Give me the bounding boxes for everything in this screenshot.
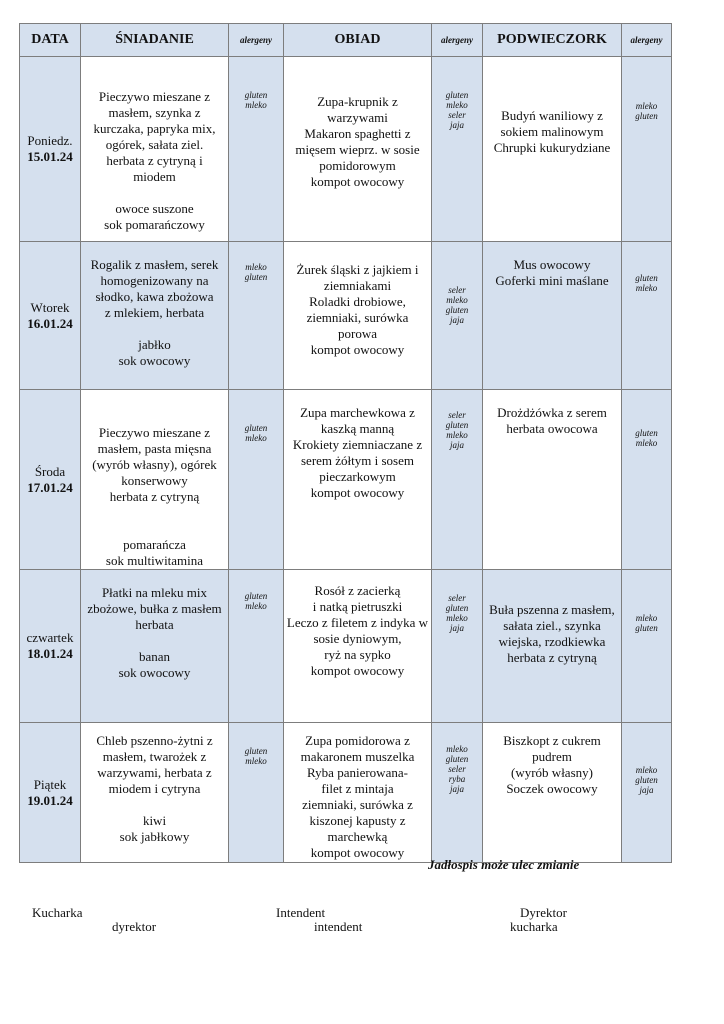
lunch-line: kompot owocowy <box>310 845 405 860</box>
lunch-line: ziemniaki, surówka z <box>302 797 413 812</box>
breakfast-line: konserwowy <box>121 473 188 488</box>
breakfast-line: ogórek, sałata ziel. <box>105 137 204 152</box>
snack-allergens-cell <box>622 242 672 390</box>
signature-kucharka-name: kucharka <box>510 919 558 934</box>
breakfast-allergens-line: mleko <box>245 262 267 272</box>
header-alergeny-snack: alergeny <box>622 24 672 57</box>
breakfast-allergens-line: mleko <box>245 100 267 110</box>
snack-line: pudrem <box>532 749 572 764</box>
lunch-line: warzywami <box>327 110 388 125</box>
lunch-allergens-line: mleko <box>446 613 468 623</box>
lunch-line: kompot owocowy <box>310 174 405 189</box>
snack-allergens-cell <box>622 390 672 570</box>
breakfast-line: jabłko <box>138 337 171 352</box>
lunch-allergens-line: seler <box>448 593 466 603</box>
breakfast-line <box>81 521 228 537</box>
snack-line: Budyń waniliowy z <box>501 108 603 123</box>
snack-line: Goferki mini maślane <box>495 273 609 288</box>
breakfast-line: zbożowe, bułka z masłem <box>87 601 222 616</box>
lunch-allergens-line: jaja <box>449 440 464 450</box>
lunch-line: Roladki drobiowe, <box>309 294 406 309</box>
breakfast-allergens-line: mleko <box>245 433 267 443</box>
snack-cell <box>483 57 622 242</box>
breakfast-line <box>81 321 228 337</box>
lunch-line: marchewką <box>327 829 388 844</box>
day-date: 16.01.24 <box>27 315 73 331</box>
lunch-line: Zupa marchewkowa z <box>300 405 415 420</box>
breakfast-line: warzywami, herbata z <box>97 765 212 780</box>
snack-line: (wyrób własny) <box>511 765 593 780</box>
lunch-allergens-cell <box>432 390 483 570</box>
snack-line: herbata z cytryną <box>507 650 597 665</box>
breakfast-cell <box>81 570 229 723</box>
snack-line: Soczek owocowy <box>506 781 598 796</box>
day-row <box>20 570 672 723</box>
lunch-allergens-line: seler <box>448 764 466 774</box>
header-obiad: OBIAD <box>284 24 432 57</box>
snack-allergens-line: mleko <box>635 613 658 623</box>
header-row <box>20 24 672 57</box>
breakfast-line: masłem, pasta mięsna <box>97 441 212 456</box>
breakfast-allergens-line: gluten <box>244 272 268 282</box>
lunch-line: i natką pietruszki <box>312 599 403 614</box>
breakfast-line: herbata z cytryną i <box>106 153 203 168</box>
breakfast-allergens-cell <box>229 57 284 242</box>
header-data: DATA <box>20 24 81 57</box>
menu-table <box>19 23 672 863</box>
snack-allergens-line: mleko <box>635 283 658 293</box>
lunch-line: filet z mintaja <box>321 781 394 796</box>
breakfast-allergens-line: gluten <box>244 90 268 100</box>
snack-line: sokiem malinowym <box>500 124 604 139</box>
lunch-allergens-line: mleko <box>446 100 468 110</box>
snack-allergens-line: mleko <box>635 438 658 448</box>
lunch-line: ziemniakami <box>323 278 392 293</box>
breakfast-line: pomarańcza <box>123 537 186 552</box>
snack-allergens-line: mleko <box>635 101 658 111</box>
lunch-line: Krokiety ziemniaczane z <box>292 437 423 452</box>
day-date: 17.01.24 <box>27 479 73 495</box>
breakfast-allergens-cell <box>229 570 284 723</box>
header-alergeny-lunch: alergeny <box>432 24 483 57</box>
breakfast-line: sok jabłkowy <box>119 829 190 844</box>
snack-allergens-cell <box>622 570 672 723</box>
breakfast-allergens-line: mleko <box>245 756 267 766</box>
lunch-line: mięsem wieprz. w sosie <box>295 142 420 157</box>
lunch-allergens-line: jaja <box>449 120 464 130</box>
day-row <box>20 723 672 863</box>
lunch-line: porowa <box>338 326 377 341</box>
breakfast-line: miodem i cytryna <box>108 781 201 796</box>
breakfast-line: Pieczywo mieszane z <box>98 425 211 440</box>
breakfast-line: słodko, kawa zbożowa <box>95 289 214 304</box>
breakfast-line: homogenizowany na <box>100 273 209 288</box>
lunch-allergens-cell <box>432 57 483 242</box>
breakfast-cell <box>81 723 229 863</box>
snack-allergens-cell <box>622 57 672 242</box>
lunch-cell <box>284 570 432 723</box>
snack-allergens-cell <box>622 723 672 863</box>
snack-line: Mus owocowy <box>513 257 591 272</box>
day-name: Środa <box>34 463 66 479</box>
breakfast-line <box>81 505 228 521</box>
breakfast-line: sok owocowy <box>118 665 191 680</box>
lunch-line: Makaron spaghetti z <box>304 126 411 141</box>
lunch-line: ziemniaki, surówka <box>306 310 409 325</box>
snack-allergens-line: gluten <box>635 623 658 633</box>
day-name: Poniedz. <box>27 133 73 148</box>
lunch-line: kompot owocowy <box>310 485 405 500</box>
breakfast-allergens-cell <box>229 390 284 570</box>
lunch-cell <box>284 242 432 390</box>
lunch-allergens-line: mleko <box>446 744 468 754</box>
breakfast-allergens-line: mleko <box>245 601 267 611</box>
breakfast-line: Chleb pszenno-żytni z <box>96 733 213 748</box>
lunch-line: Zupa pomidorowa z <box>305 733 410 748</box>
lunch-line: kompot owocowy <box>310 663 405 678</box>
breakfast-line: banan <box>138 649 171 664</box>
header-alergeny-breakfast: alergeny <box>229 24 284 57</box>
snack-allergens-line: gluten <box>635 775 658 785</box>
lunch-allergens-line: ryba <box>448 774 466 784</box>
lunch-line: pomidorowym <box>319 158 396 173</box>
lunch-line: Zupa-krupnik z <box>317 94 398 109</box>
header-sniadanie: ŚNIADANIE <box>81 24 229 57</box>
snack-line: wiejska, rzodkiewka <box>498 634 606 649</box>
snack-line: Chrupki kukurydziane <box>493 140 611 155</box>
day-date: 15.01.24 <box>27 149 73 164</box>
day-name: czwartek <box>26 630 74 645</box>
lunch-allergens-line: seler <box>448 410 466 420</box>
breakfast-line <box>81 185 228 201</box>
breakfast-line: z mlekiem, herbata <box>104 305 205 320</box>
breakfast-line: owoce suszone <box>115 201 194 216</box>
lunch-allergens-line: gluten <box>445 420 469 430</box>
day-cell <box>20 57 81 242</box>
breakfast-allergens-cell <box>229 242 284 390</box>
lunch-line: kiszonej kapusty z <box>309 813 406 828</box>
lunch-line: sosie dyniowym, <box>313 631 402 646</box>
breakfast-allergens-cell <box>229 723 284 863</box>
lunch-allergens-line: seler <box>448 285 466 295</box>
snack-cell <box>483 242 622 390</box>
lunch-line: serem żółtym i sosem <box>300 453 414 468</box>
breakfast-line: sok owocowy <box>118 353 191 368</box>
lunch-allergens-cell <box>432 570 483 723</box>
breakfast-line: Płatki na mleku mix <box>101 585 208 600</box>
snack-cell <box>483 723 622 863</box>
signature-dyrektor-label: Dyrektor <box>520 905 567 920</box>
lunch-line: ryż na sypko <box>324 647 391 662</box>
signature-intendent-label: Intendent <box>276 905 326 920</box>
breakfast-line: herbata z cytryną <box>109 489 200 504</box>
snack-line: Drożdżówka z serem <box>497 405 607 420</box>
day-cell <box>20 570 81 723</box>
day-row <box>20 57 672 242</box>
snack-line: Buła pszenna z masłem, <box>489 602 615 617</box>
breakfast-line: miodem <box>133 169 176 184</box>
day-cell <box>20 390 81 570</box>
breakfast-line: Rogalik z masłem, serek <box>90 257 219 272</box>
day-row <box>20 242 672 390</box>
lunch-line: makaronem muszelka <box>300 749 415 764</box>
lunch-allergens-cell <box>432 242 483 390</box>
lunch-allergens-line: gluten <box>445 603 469 613</box>
day-date: 18.01.24 <box>27 646 73 661</box>
lunch-allergens-line: gluten <box>445 90 469 100</box>
day-row <box>20 390 672 570</box>
header-podwieczorek: PODWIECZORK <box>483 24 622 57</box>
snack-cell <box>483 570 622 723</box>
day-date: 19.01.24 <box>27 792 73 808</box>
lunch-cell <box>284 390 432 570</box>
lunch-allergens-line: mleko <box>446 295 468 305</box>
snack-allergens-line: gluten <box>635 273 658 283</box>
day-name: Piątek <box>33 776 67 792</box>
signature-kucharka-label: Kucharka <box>32 905 83 920</box>
lunch-line: pieczarkowym <box>319 469 396 484</box>
breakfast-line: herbata <box>135 617 174 632</box>
breakfast-line <box>81 633 228 649</box>
breakfast-allergens-line: gluten <box>244 746 268 756</box>
lunch-line: Ryba panierowana- <box>307 765 408 780</box>
signature-dyrektor-name: dyrektor <box>112 919 157 934</box>
breakfast-line: kiwi <box>142 813 167 828</box>
lunch-allergens-line: jaja <box>449 784 464 794</box>
day-cell <box>20 242 81 390</box>
breakfast-line: sok multiwitamina <box>105 553 204 568</box>
day-name: Wtorek <box>30 299 70 315</box>
snack-allergens-line: gluten <box>635 111 658 121</box>
snack-line: sałata ziel., szynka <box>503 618 601 633</box>
breakfast-line: masłem, twarożek z <box>102 749 207 764</box>
snack-line: Biszkopt z cukrem <box>503 733 601 748</box>
lunch-line: Leczo z filetem z indyka w <box>286 615 429 630</box>
lunch-cell <box>284 723 432 863</box>
lunch-allergens-line: gluten <box>445 754 469 764</box>
breakfast-cell <box>81 242 229 390</box>
lunch-line: kaszką manną <box>320 421 395 436</box>
lunch-allergens-line: mleko <box>446 430 468 440</box>
lunch-line: kompot owocowy <box>310 342 405 357</box>
breakfast-allergens-line: gluten <box>244 423 268 433</box>
lunch-allergens-line: gluten <box>445 305 469 315</box>
breakfast-cell <box>81 57 229 242</box>
lunch-line: Rosół z zacierką <box>314 583 401 598</box>
lunch-allergens-line: jaja <box>449 315 464 325</box>
breakfast-line: (wyrób własny), ogórek <box>92 457 217 472</box>
breakfast-line: kurczaka, papryka mix, <box>93 121 216 136</box>
breakfast-line: sok pomarańczowy <box>104 217 205 232</box>
breakfast-line: Pieczywo mieszane z <box>98 89 211 104</box>
menu-change-note: Jadłospis może ulec zmianie <box>428 857 580 872</box>
snack-allergens-line: gluten <box>635 428 658 438</box>
breakfast-allergens-line: gluten <box>244 591 268 601</box>
breakfast-cell <box>81 390 229 570</box>
snack-allergens-line: jaja <box>639 785 654 795</box>
snack-cell <box>483 390 622 570</box>
signature-intendent-name: intendent <box>314 919 363 934</box>
day-cell <box>20 723 81 863</box>
snack-line: herbata owocowa <box>506 421 598 436</box>
lunch-allergens-line: seler <box>448 110 466 120</box>
lunch-cell <box>284 57 432 242</box>
lunch-allergens-line: jaja <box>449 623 464 633</box>
snack-allergens-line: mleko <box>635 765 658 775</box>
lunch-line: Żurek śląski z jajkiem i <box>296 262 419 277</box>
breakfast-line: masłem, szynka z <box>108 105 201 120</box>
breakfast-line <box>81 797 228 813</box>
lunch-allergens-cell <box>432 723 483 863</box>
